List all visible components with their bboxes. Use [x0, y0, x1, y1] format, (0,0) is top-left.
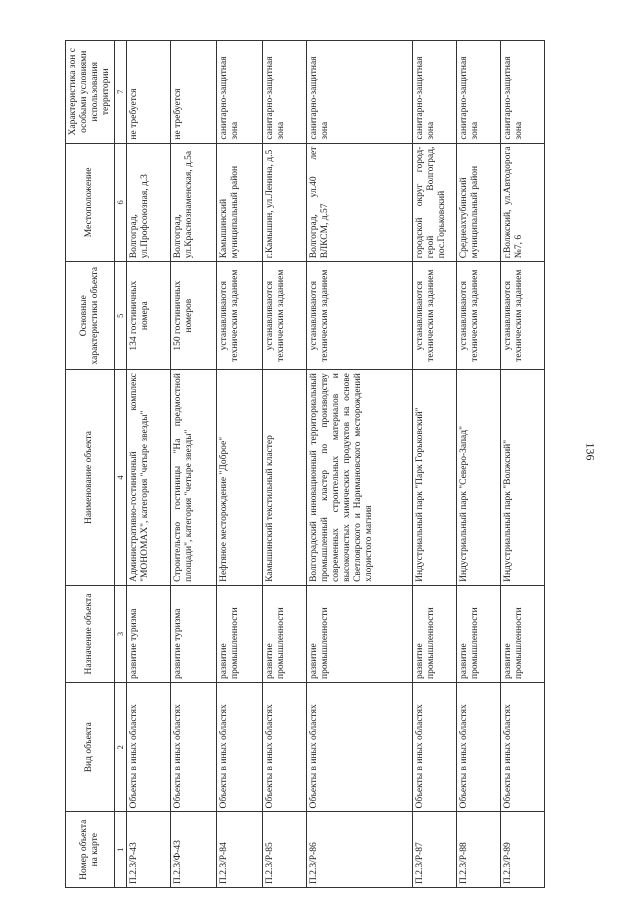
table-row: [501, 41, 545, 888]
table-row: [217, 41, 263, 888]
object-number: П.2.3/Р-84: [217, 812, 263, 888]
object-kind: Объекты в иных областях: [171, 683, 217, 812]
header-cell: Характеристика зон с особыми условиями использования территории: [66, 41, 115, 144]
object-zones: санитарно-защитная зона: [263, 41, 307, 144]
object-location: Волгоград, ул.40 лет ВЛКСМ, д.57: [307, 143, 413, 262]
object-name: Строительство гостиницы "На предмостной площади", категория "четыре звезды": [171, 370, 217, 586]
object-number: П.2.3/Р-43: [127, 812, 171, 888]
object-zones: санитарно-защитная зона: [307, 41, 413, 144]
header-cell: Назначение объекта: [66, 585, 115, 682]
object-location: г.Камышин, ул.Ленина, д.5: [263, 143, 307, 262]
object-number: П.2.3/Р-89: [501, 812, 545, 888]
object-purpose: развитие промышленности: [263, 585, 307, 682]
object-specs: устанавливаются техническим заданием: [263, 262, 307, 370]
object-specs: устанавливаются техническим заданием: [217, 262, 263, 370]
object-kind: Объекты в иных областях: [501, 683, 545, 812]
object-specs: устанавливаются техническим заданием: [413, 262, 457, 370]
object-location: Волгоград, ул.Краснознаменская, д.5а: [171, 143, 217, 262]
object-location: Волгоград, ул.Профсоюзная, д.3: [127, 143, 171, 262]
object-location: г.Волжский, ул.Автодорога №7, 6: [501, 143, 545, 262]
object-kind: Объекты в иных областях: [307, 683, 413, 812]
object-number: П.2.3/Р-85: [263, 812, 307, 888]
object-location: городской округ город-герой Волгоград, пос.Горьковский: [413, 143, 457, 262]
object-location: Среднеахтубинский муниципальный район: [457, 143, 501, 262]
header-row: [66, 41, 115, 888]
object-number: П.2.3/Р-87: [413, 812, 457, 888]
object-zones: санитарно-защитная зона: [501, 41, 545, 144]
object-kind: Объекты в иных областях: [457, 683, 501, 812]
object-kind: Объекты в иных областях: [127, 683, 171, 812]
column-number: 4: [114, 370, 127, 586]
header-cell: Номер объекта на карте: [66, 812, 115, 888]
header-cell: Вид объекта: [66, 683, 115, 812]
object-zones: санитарно-защитная зона: [413, 41, 457, 144]
table-row: [263, 41, 307, 888]
header-cell: Местоположение: [66, 143, 115, 262]
object-name: Волгоградский инновационный территориальный промышленный кластер по производству современных строительных материалов и высокочистых химических продуктов на основе Светлоярского и Наримановского месторождений хлористого магния: [307, 370, 413, 586]
column-number: 3: [114, 585, 127, 682]
object-zones: санитарно-защитная зона: [457, 41, 501, 144]
object-name: Камышинский текстильный кластер: [263, 370, 307, 586]
object-name: Индустриальный парк "Парк Горьковский": [413, 370, 457, 586]
object-purpose: развитие промышленности: [501, 585, 545, 682]
object-zones: санитарно-защитная зона: [217, 41, 263, 144]
object-number: П.2.3/Ф-43: [171, 812, 217, 888]
object-purpose: развитие промышленности: [307, 585, 413, 682]
column-number: 7: [114, 41, 127, 144]
column-number: 6: [114, 143, 127, 262]
object-number: П.2.3/Р-88: [457, 812, 501, 888]
object-kind: Объекты в иных областях: [413, 683, 457, 812]
column-number-row: [114, 41, 127, 888]
object-name: Нефтяное месторождение "Доброе": [217, 370, 263, 586]
object-purpose: развитие промышленности: [457, 585, 501, 682]
object-purpose: развитие туризма: [127, 585, 171, 682]
object-name: Индустриальный парк "Волжский": [501, 370, 545, 586]
object-name: Индустриальный парк "Северо-Запад": [457, 370, 501, 586]
table-row: [127, 41, 171, 888]
column-number: 5: [114, 262, 127, 370]
page-number: 136: [583, 442, 598, 460]
object-specs: 150 гостиничных номеров: [171, 262, 217, 370]
object-kind: Объекты в иных областях: [263, 683, 307, 812]
table-row: [307, 41, 413, 888]
object-specs: 134 гостиничных номера: [127, 262, 171, 370]
page-number-wrap: [570, 436, 610, 466]
document-table-rotated: [65, 40, 565, 888]
object-purpose: развитие промышленности: [413, 585, 457, 682]
object-purpose: развитие промышленности: [217, 585, 263, 682]
object-purpose: развитие туризма: [171, 585, 217, 682]
column-number: 2: [114, 683, 127, 812]
object-number: П.2.3/Р-86: [307, 812, 413, 888]
object-location: Камышинский муниципальный район: [217, 143, 263, 262]
column-number: 1: [114, 812, 127, 888]
table-row: [171, 41, 217, 888]
object-kind: Объекты в иных областях: [217, 683, 263, 812]
object-specs: устанавливаются техническим заданием: [307, 262, 413, 370]
object-specs: устанавливаются техническим заданием: [457, 262, 501, 370]
object-specs: устанавливаются техническим заданием: [501, 262, 545, 370]
object-zones: не требуется: [171, 41, 217, 144]
table-row: [457, 41, 501, 888]
table-row: [413, 41, 457, 888]
header-cell: Наименование объекта: [66, 370, 115, 586]
object-name: Административно-гостиничный комплекс "МОНОМАХ", категория "четыре звезды": [127, 370, 171, 586]
header-cell: Основные характеристики объекта: [66, 262, 115, 370]
objects-table: [65, 40, 545, 888]
object-zones: не требуется: [127, 41, 171, 144]
